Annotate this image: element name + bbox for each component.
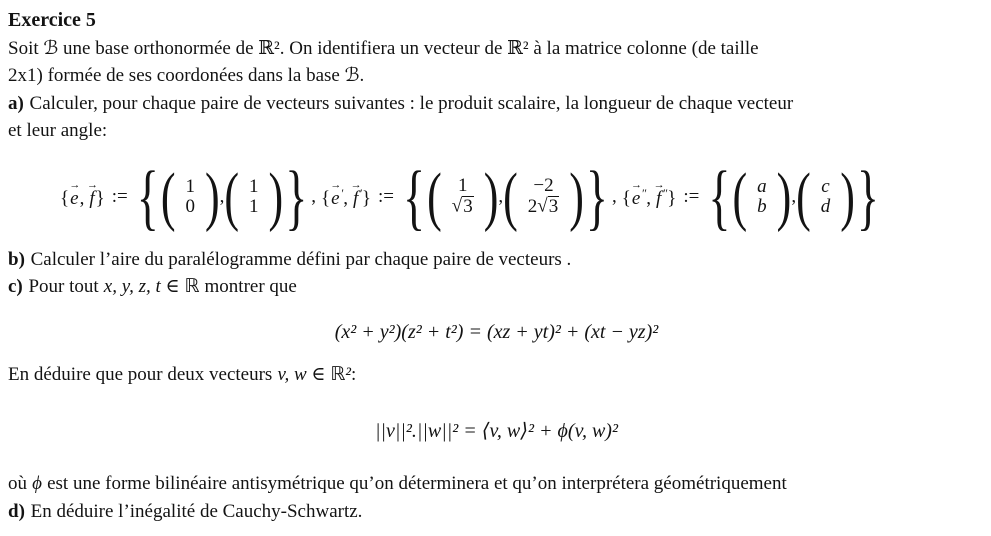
open-paren: ( — [732, 159, 748, 233]
open-brace: { — [60, 188, 70, 210]
vector-e-doubleprime — [631, 179, 642, 211]
pair-3-label — [622, 180, 677, 213]
big-open-brace: { — [708, 154, 731, 237]
item-d-line — [8, 498, 985, 526]
deduce-colon: : — [350, 363, 357, 385]
entry-top: 1 — [185, 175, 195, 197]
comma: , — [219, 185, 225, 207]
vector-arrow-icon: → — [653, 179, 664, 192]
radical-sign: √ — [451, 195, 463, 217]
vector-arrow-icon: → — [330, 179, 341, 192]
column-vector — [796, 159, 855, 233]
close-paren: ) — [840, 159, 855, 233]
phi-text-before: où — [8, 473, 27, 494]
radicand: 3 — [463, 196, 473, 217]
radical-sign: √ — [537, 195, 548, 217]
norm-equation: ||v||².||w||² = ⟨v, w⟩² + ϕ(v, w)² — [375, 420, 618, 442]
open-brace: { — [621, 188, 631, 210]
phi-text-after: est une forme bilinéaire antisymétrique qu’on déterminera et qu’on interprétera géométriquement — [47, 473, 787, 494]
vector-entries — [239, 177, 269, 217]
vector-e-letter: e — [70, 188, 79, 210]
vector-entries — [175, 177, 205, 217]
big-close-brace: } — [856, 154, 879, 237]
item-d-text: En déduire l’inégalité de Cauchy-Schwartz. — [30, 500, 363, 522]
prime-mark: ′ — [359, 186, 362, 201]
close-paren: ) — [483, 159, 499, 233]
pair-1-label — [60, 180, 105, 213]
item-c-label: c) — [8, 276, 23, 297]
close-paren: ) — [776, 159, 792, 233]
prime-mark: ′ — [340, 186, 344, 201]
entry-top: c — [821, 175, 830, 197]
item-a-label: a) — [8, 92, 24, 114]
item-b-line — [8, 246, 985, 274]
entry-bottom-sqrt — [452, 196, 474, 217]
comma: , — [611, 185, 617, 207]
item-c-line — [8, 273, 985, 301]
close-paren: ) — [204, 159, 220, 233]
pair-2-label — [321, 180, 371, 213]
deduce-math: v, w ∈ ℝ² — [277, 363, 351, 385]
comma: , — [343, 188, 348, 210]
vector-pairs-equation — [60, 154, 985, 237]
comma: , — [646, 188, 651, 210]
open-brace: { — [321, 188, 331, 210]
close-paren: ) — [569, 159, 584, 233]
big-open-brace: { — [136, 154, 159, 237]
vector-f — [86, 179, 97, 211]
comma: , — [79, 188, 85, 210]
vector-f-letter: f — [352, 188, 359, 210]
item-b-text: Calculer l’aire du paralélogramme défini par chaque paire de vecteurs . — [30, 248, 572, 270]
vector-entries — [518, 176, 569, 217]
exercise-title: Exercice 5 — [8, 9, 96, 31]
intro-line-1: Soit ℬ une base orthonormée de ℝ². On identifiera un vecteur de ℝ² à la matrice colonne (de taille — [8, 37, 759, 59]
entry-top: a — [757, 175, 767, 197]
assign-symbol: := — [111, 185, 128, 207]
entry-bottom: b — [757, 195, 767, 217]
identity-equation: (x² + y²)(z² + t²) = (xz + yt)² + (xt − yz)² — [334, 320, 659, 343]
vector-f-letter: f — [89, 188, 95, 210]
entry-bottom: 1 — [249, 195, 259, 217]
item-a-line-1 — [8, 90, 985, 118]
item-c-text-before: Pour tout — [28, 276, 99, 297]
item-d-label: d) — [8, 500, 25, 522]
open-paren: ( — [160, 159, 176, 233]
prime-mark: ″ — [641, 186, 647, 201]
close-brace: } — [667, 188, 677, 210]
radicand: 3 — [548, 196, 559, 217]
vector-arrow-icon: → — [86, 179, 97, 192]
close-brace: } — [95, 188, 105, 210]
entry-top: 1 — [457, 175, 468, 196]
entry-top: −2 — [533, 175, 554, 196]
vector-e-prime — [330, 179, 341, 211]
column-vector — [427, 159, 499, 233]
close-paren: ) — [268, 159, 284, 233]
vector-arrow-icon: → — [69, 179, 80, 192]
big-open-brace: { — [403, 154, 426, 237]
close-brace: } — [361, 188, 371, 210]
item-c-math: x, y, z, t ∈ ℝ — [103, 276, 200, 297]
vector-f-doubleprime — [653, 179, 664, 211]
item-c-text-after: montrer que — [204, 276, 297, 297]
phi-symbol: ϕ — [32, 473, 42, 494]
item-a-line-2: et leur angle: — [8, 120, 108, 141]
vector-e-letter: e — [631, 188, 641, 210]
column-vector — [160, 159, 220, 233]
open-paren: ( — [503, 159, 518, 233]
vector-entries — [811, 177, 841, 217]
intro-line-2: 2x1) formée de ses coordonées dans la base ℬ. — [8, 65, 365, 86]
big-close-brace: } — [285, 154, 308, 237]
comma: , — [498, 185, 504, 207]
open-paren: ( — [796, 159, 811, 233]
vector-f-letter: f — [656, 188, 662, 210]
comma: , — [311, 185, 317, 207]
vector-f-prime — [350, 179, 361, 211]
column-vector — [503, 159, 584, 233]
phi-line — [8, 470, 985, 498]
assign-symbol: := — [683, 185, 700, 207]
vector-e-letter: e — [331, 188, 340, 210]
coefficient: 2 — [527, 196, 538, 217]
entry-bottom: 0 — [185, 195, 195, 217]
assign-symbol: := — [378, 185, 394, 207]
column-vector — [224, 159, 284, 233]
vector-entries — [747, 177, 777, 217]
comma: , — [791, 185, 797, 207]
vector-e — [69, 179, 80, 211]
big-close-brace: } — [585, 154, 608, 237]
entry-bottom: d — [820, 195, 831, 217]
prime-mark: ″ — [662, 186, 668, 201]
deduce-text-before: En déduire que pour deux vecteurs — [8, 363, 273, 385]
open-paren: ( — [427, 159, 442, 233]
item-a-text-1: Calculer, pour chaque paire de vecteurs suivantes : le produit scalaire, la longueur de chaque vecteur — [29, 92, 794, 114]
vector-arrow-icon: → — [350, 179, 361, 192]
vector-arrow-icon: → — [631, 179, 642, 192]
item-b-label: b) — [8, 248, 25, 270]
entry-bottom-sqrt — [528, 196, 559, 217]
open-paren: ( — [224, 159, 240, 233]
column-vector — [732, 159, 792, 233]
deduce-line — [8, 361, 985, 389]
entry-top: 1 — [249, 175, 259, 197]
vector-entries — [442, 176, 484, 217]
